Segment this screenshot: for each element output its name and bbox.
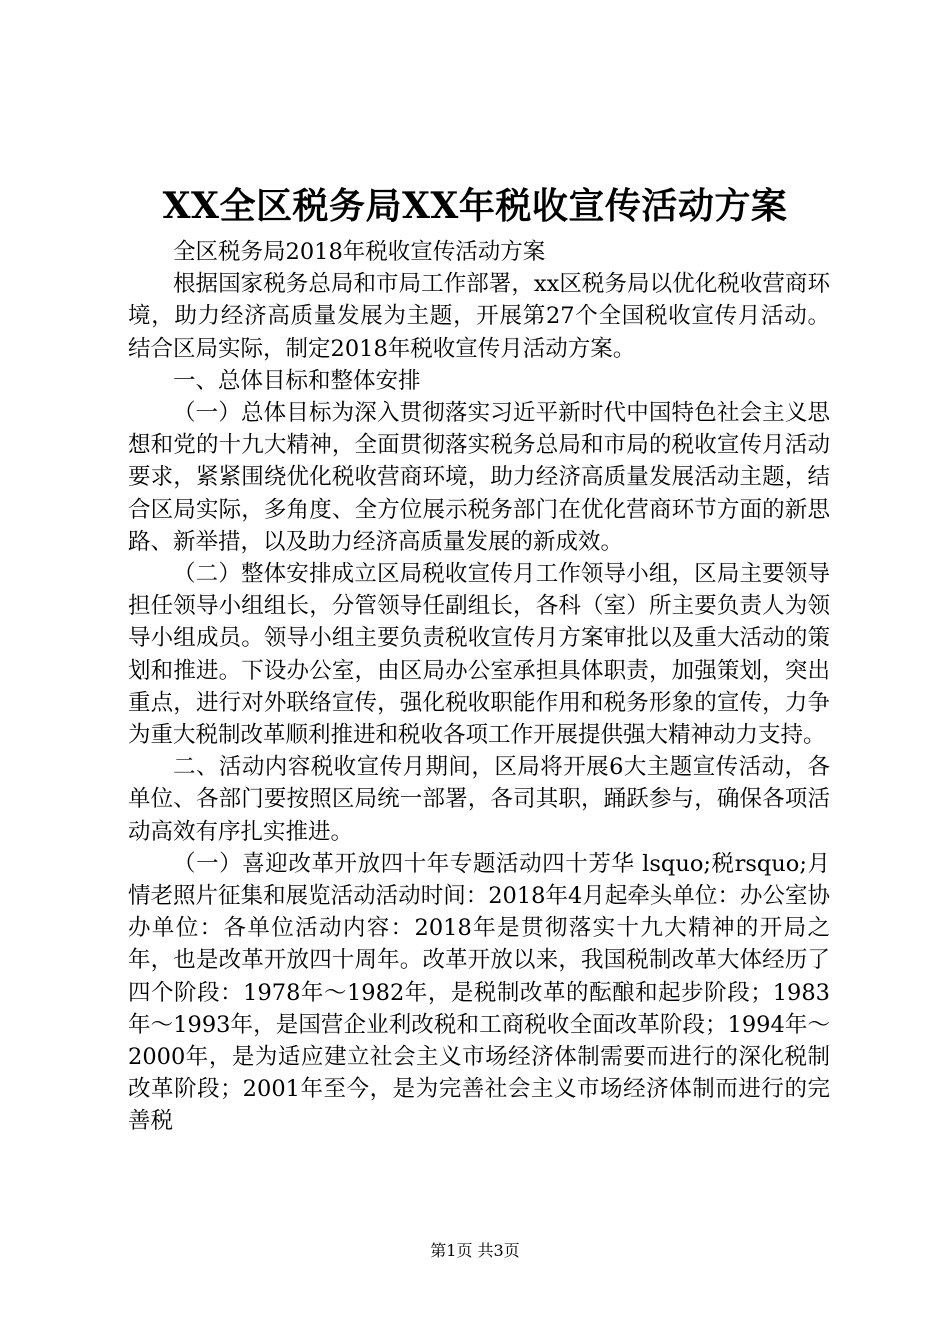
section-heading-2: 二、活动内容税收宣传月期间，区局将开展6大主题宣传活动，各单位、各部门要按照区局统一部署，各司其职，踊跃参与，确保各项活动高效有序扎实推进。: [128, 754, 830, 845]
document-title: XX全区税务局XX年税收宣传活动方案: [162, 185, 788, 227]
body-paragraph: （一）总体目标为深入贯彻落实习近平新时代中国特色社会主义思想和党的十九大精神，全面贯彻落实税务总局和市局的税收宣传月活动要求，紧紧围绕优化税收营商环境，助力经济高质量发展活动主题，结合区局实际，多角度、全方位展示税务部门在优化营商环节方面的新思路、新举措，以及助力经济高质量发展的新成效。: [128, 400, 830, 555]
body-paragraph: （一）喜迎改革开放四十年专题活动四十芳华 lsquo;税rsquo;月情老照片征集和展览活动活动时间：2018年4月起牵头单位：办公室协办单位：各单位活动内容：2018年是贯彻落实十九大精神的开局之年，也是改革开放四十周年。改革开放以来，我国税制改革大体经历了四个阶段：1978年～1982年，是税制改革的酝酿和起步阶段；1983年～1993年，是国营企业利改税和工商税收全面改革阶段；1994年～2000年，是为适应建立社会主义市场经济体制需要而进行的深化税制改革阶段；2001年至今，是为完善社会主义市场经济体制而进行的完善税: [128, 850, 830, 1135]
subtitle-paragraph: 全区税务局2018年税收宣传活动方案: [173, 239, 546, 265]
intro-paragraph: 根据国家税务总局和市局工作部署，xx区税务局以优化税收营商环境，助力经济高质量发展为主题，开展第27个全国税收宣传月活动。结合区局实际，制定2018年税收宣传月活动方案。: [128, 271, 830, 362]
section-heading-1: 一、总体目标和整体安排: [173, 367, 421, 394]
page-footer: 第1页 共3页: [430, 1241, 520, 1260]
document-body: [128, 236, 830, 1138]
body-paragraph: （二）整体安排成立区局税收宣传月工作领导小组，区局主要领导担任领导小组组长，分管领导任副组长，各科（室）所主要负责人为领导小组成员。领导小组主要负责税收宣传月方案审批以及重大活动的策划和推进。下设办公室，由区局办公室承担具体职责，加强策划，突出重点，进行对外联络宣传，强化税收职能作用和税务形象的宣传，力争为重大税制改革顺利推进和税收各项工作开展提供强大精神动力支持。: [128, 561, 830, 749]
